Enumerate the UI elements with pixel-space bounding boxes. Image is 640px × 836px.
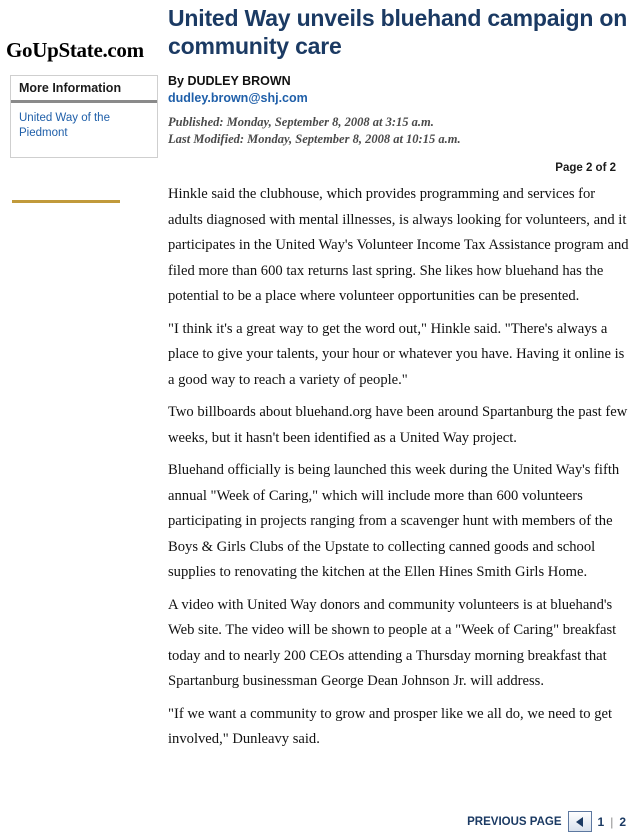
- author-email-link[interactable]: dudley.brown@shj.com: [168, 91, 308, 105]
- more-information-box: [10, 75, 158, 158]
- article-paragraph: Two billboards about bluehand.org have been around Spartanburg the past few weeks, but it hasn't been identified as a United Way project.: [168, 404, 628, 446]
- published-timestamp: Published: Monday, September 8, 2008 at 3:15 a.m.: [168, 115, 434, 129]
- timestamps: [168, 114, 630, 148]
- decorative-rule: [12, 200, 120, 203]
- site-logo[interactable]: GoUpState.com: [6, 38, 144, 62]
- previous-page-label[interactable]: PREVIOUS PAGE: [467, 815, 562, 828]
- sidebar-link-united-way-piedmont[interactable]: United Way of the Piedmont: [19, 112, 110, 139]
- modified-timestamp: Last Modified: Monday, September 8, 2008 at 10:15 a.m.: [168, 132, 461, 146]
- page-separator: |: [610, 814, 614, 829]
- article-column: [168, 0, 640, 760]
- pagination: [467, 811, 626, 832]
- more-information-links: [11, 103, 157, 157]
- left-sidebar: [0, 0, 168, 203]
- article-body: [168, 182, 630, 753]
- article-paragraph: Bluehand officially is being launched this week during the United Way's fifth annual "Week of Caring," which will include more than 600 volunteers participating in projects ranging from a scavenger hunt with members of the Boys & Girls Clubs of the Upstate to collecting canned goods and school supplies to renovating the kitchen at the Ellen Hines Smith Girls Home.: [168, 462, 620, 580]
- article-paragraph: Hinkle said the clubhouse, which provides programming and services for adults diagnosed with mental illnesses, is always looking for volunteers, and it participates in the United Way's Volunteer Income Tax Assistance program and filed more than 600 tax returns last spring. She likes how bluehand has the potential to be a place where volunteer opportunities can be presented.: [168, 186, 629, 304]
- page-title: United Way unveils bluehand campaign on community care: [168, 5, 628, 59]
- article-paragraph: "If we want a community to grow and prosper like we all do, we need to get involved," Dunleavy said.: [168, 705, 613, 747]
- byline: By DUDLEY BROWN: [168, 74, 291, 88]
- article-paragraph: "I think it's a great way to get the word out," Hinkle said. "There's always a place to give your talents, your hour or whatever you have. Having it online is a good way to reach a variety of people.": [168, 320, 625, 388]
- more-information-title: More Information: [11, 76, 157, 103]
- page-indicator: Page 2 of 2: [555, 162, 616, 174]
- triangle-left-icon[interactable]: [568, 811, 592, 832]
- page-number-2[interactable]: 2: [619, 814, 626, 829]
- page-number-1[interactable]: 1: [597, 814, 605, 829]
- article-paragraph: A video with United Way donors and community volunteers is at bluehand's Web site. The video will be shown to people at a "Week of Caring" breakfast today and to nearly 200 CEOs attending a Thursday morning breakfast that Spartanburg businessman George Dean Johnson Jr. will address.: [168, 596, 617, 689]
